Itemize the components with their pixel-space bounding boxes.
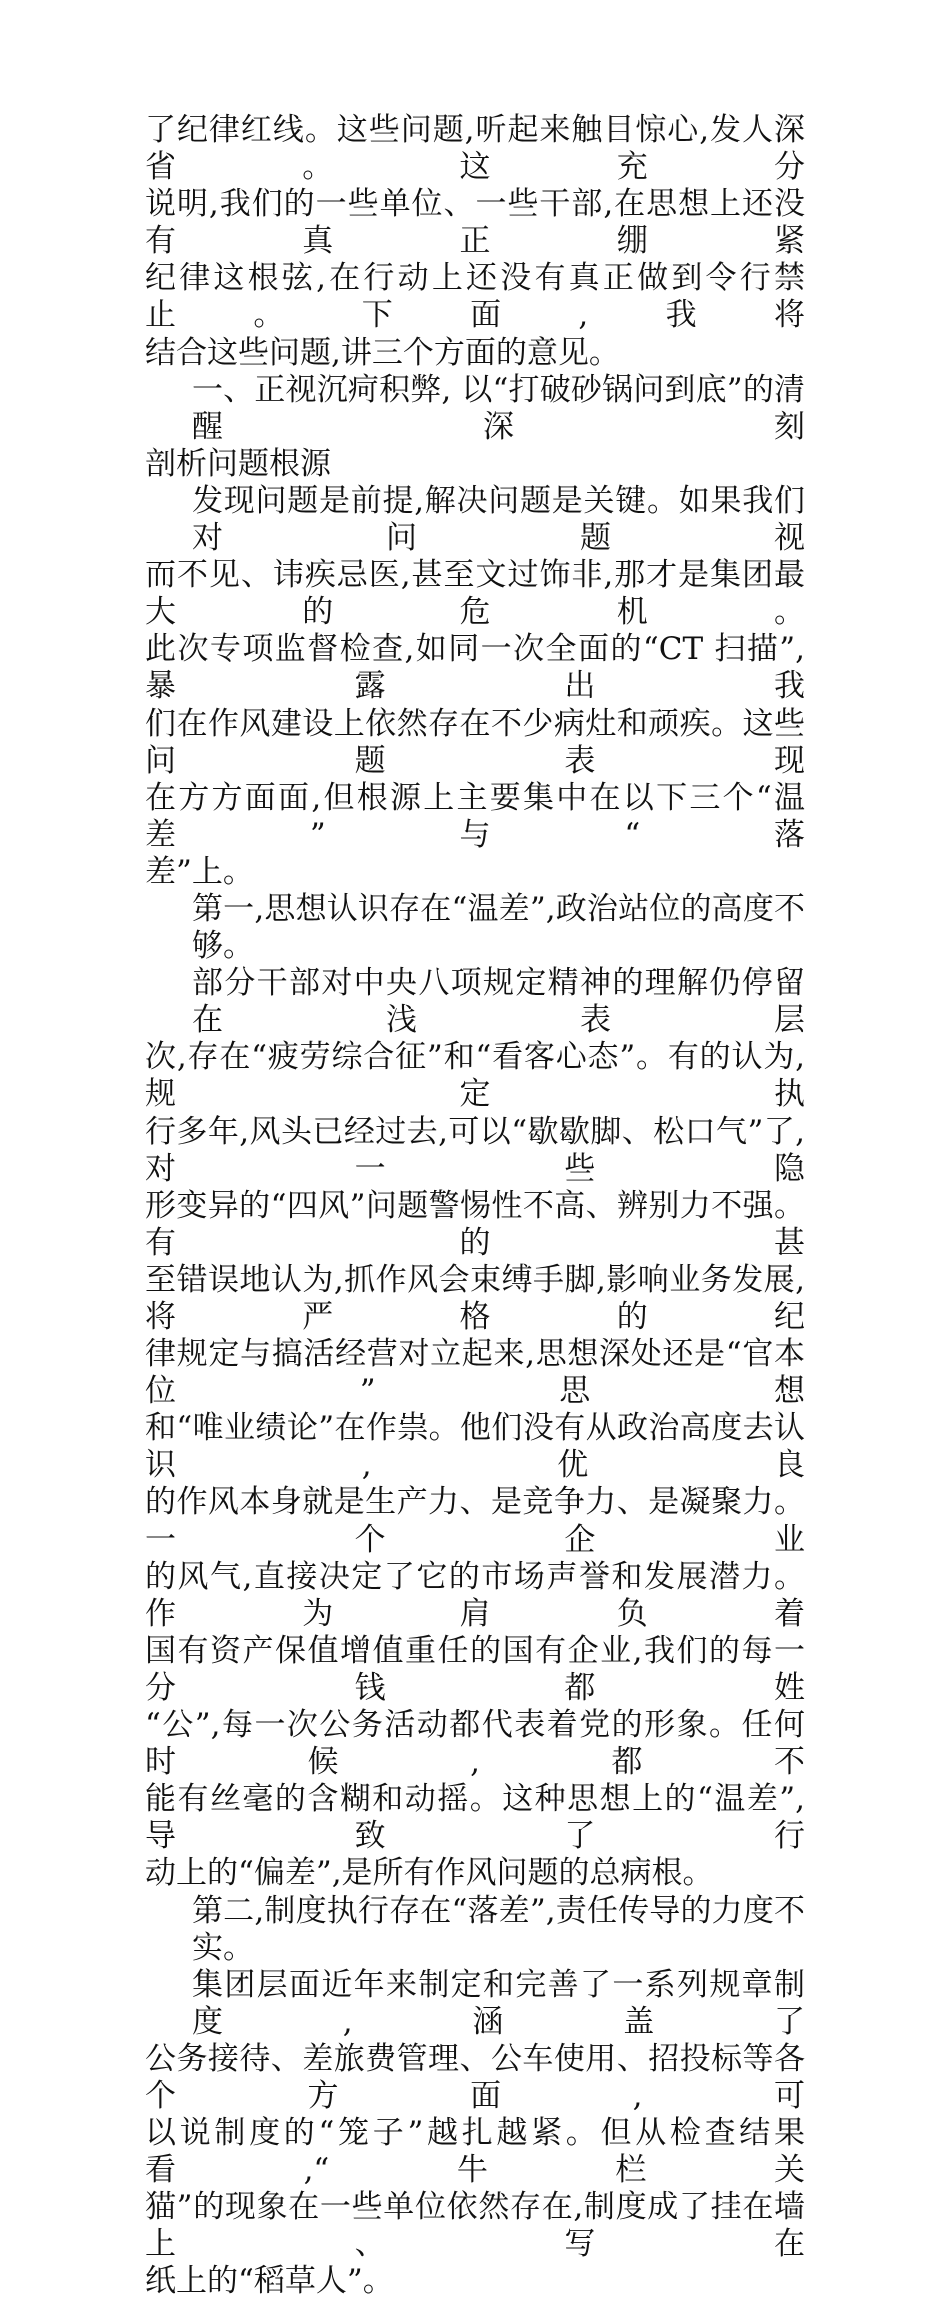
- text-line: 的风气,直接决定了它的市场声誉和发展潜力。作为肩负着: [145, 1558, 805, 1632]
- text-line: 的作风本身就是生产力、是竞争力、是凝聚力。一个企业: [145, 1484, 805, 1558]
- text-line: 此次专项监督检查,如同一次全面的“CT 扫描”,暴露出我: [145, 631, 805, 705]
- text-line: 说明,我们的一些单位、一些干部,在思想上还没有真正绷紧: [145, 186, 805, 260]
- text-line: 发现问题是前提,解决问题是关键。如果我们对问题视: [192, 482, 805, 557]
- text-line: 们在作风建设上依然存在不少病灶和顽疾。这些问题表现: [145, 705, 805, 779]
- text-line: 差”上。: [145, 853, 254, 890]
- text-line: 公务接待、差旅费管理、公车使用、招投标等各个方面,可: [145, 2040, 805, 2114]
- text-line: 形变异的“四风”问题警惕性不高、辨别力不强。有的甚: [145, 1187, 805, 1261]
- paragraph: [145, 1893, 805, 1967]
- text-line: 集团层面近年来制定和完善了一系列规章制度,涵盖了: [192, 1966, 805, 2040]
- text-line: 在方方面面,但根源上主要集中在以下三个“温差”与“落: [145, 779, 805, 853]
- text-line: 行多年,风头已经过去,可以“歇歇脚、松口气”了,对一些隐: [145, 1113, 805, 1187]
- text-line: “公”,每一次公务活动都代表着党的形象。任何时候,都不: [145, 1707, 805, 1781]
- text-line: 结合这些问题,讲三个方面的意见。: [145, 334, 620, 371]
- text-line: 猫”的现象在一些单位依然存在,制度成了挂在墙上、写在: [145, 2189, 805, 2263]
- text-line: 一、正视沉疴积弊, 以“打破砂锅问到底”的清醒深刻: [192, 371, 805, 445]
- paragraph: [145, 891, 805, 965]
- paragraph: [145, 372, 805, 483]
- text-line: 和“唯业绩论”在作祟。他们没有从政治高度去认识,优良: [145, 1410, 805, 1484]
- paragraph: [145, 965, 805, 1892]
- text-line: 了纪律红线。这些问题,听起来触目惊心,发人深省。这充分: [145, 112, 805, 186]
- text-line: 以说制度的“笼子”越扎越紧。但从检查结果看,“牛栏关: [145, 2115, 805, 2189]
- text-line: 剖析问题根源: [145, 445, 331, 482]
- text-line: 纸上的“稻草人”。: [145, 2263, 394, 2300]
- text-line: 部分干部对中央八项规定精神的理解仍停留在浅表层: [192, 965, 805, 1039]
- text-line: 而不见、讳疾忌医,甚至文过饰非,那才是集团最大的危机。: [145, 557, 805, 631]
- paragraph: [145, 1967, 805, 2301]
- text-line: 纪律这根弦,在行动上还没有真正做到令行禁止。下面,我将: [145, 260, 805, 334]
- paragraph: [145, 112, 805, 372]
- text-line: 律规定与搞活经营对立起来,思想深处还是“官本位”思想: [145, 1336, 805, 1410]
- text-line: 第二,制度执行存在“落差”,责任传导的力度不实。: [192, 1892, 805, 1966]
- text-line: 能有丝毫的含糊和动摇。这种思想上的“温差”,导致了行: [145, 1781, 805, 1855]
- text-line: 动上的“偏差”,是所有作风问题的总病根。: [145, 1855, 714, 1892]
- paragraph: [145, 483, 805, 891]
- text-line: 次,存在“疲劳综合征”和“看客心态”。有的认为,规定执: [145, 1039, 805, 1113]
- text-line: 至错误地认为,抓作风会束缚手脚,影响业务发展,将严格的纪: [145, 1261, 805, 1335]
- text-line: 第一,思想认识存在“温差”,政治站位的高度不够。: [192, 890, 805, 965]
- document-page: [145, 112, 805, 2301]
- text-line: 国有资产保值增值重任的国有企业,我们的每一分钱都姓: [145, 1632, 805, 1706]
